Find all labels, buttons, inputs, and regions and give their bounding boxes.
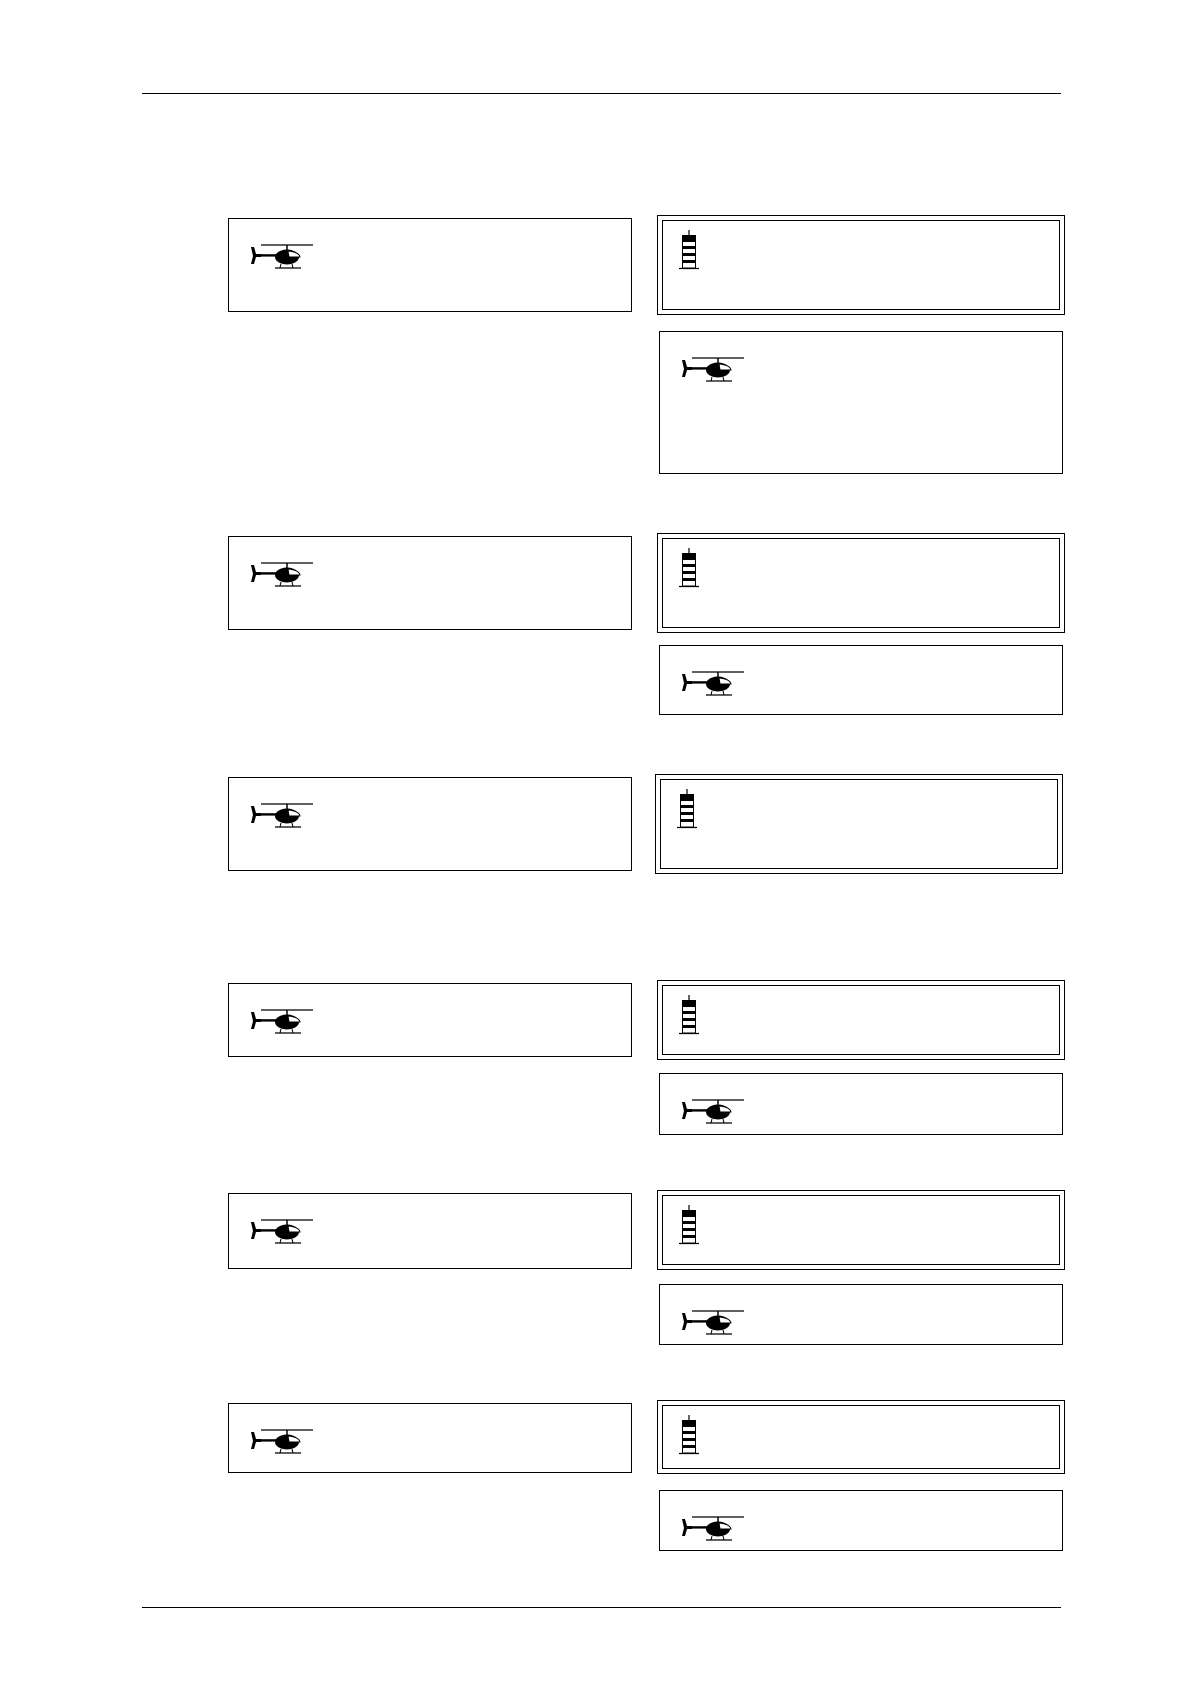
helicopter-icon (247, 241, 315, 271)
pilot-readback-box (659, 1284, 1063, 1345)
helicopter-icon (247, 559, 315, 589)
helicopter-icon (247, 1426, 315, 1456)
helicopter-icon (678, 668, 746, 698)
helicopter-icon (247, 800, 315, 830)
control-tower-icon (676, 789, 698, 829)
pilot-transmission-box (228, 218, 632, 312)
control-tower-icon (678, 995, 700, 1035)
helicopter-icon (247, 1006, 315, 1036)
control-tower-icon (678, 230, 700, 270)
atc-transmission-box (657, 215, 1065, 315)
helicopter-icon (678, 354, 746, 384)
pilot-readback-box (659, 331, 1063, 474)
footer-rule (142, 1607, 1061, 1608)
pilot-readback-box (659, 1073, 1063, 1135)
helicopter-icon (678, 1307, 746, 1337)
helicopter-icon (678, 1096, 746, 1126)
atc-transmission-box (655, 774, 1063, 874)
atc-transmission-box (657, 533, 1065, 633)
control-tower-icon (678, 1415, 700, 1455)
pilot-transmission-box (228, 536, 632, 630)
atc-transmission-box (657, 1190, 1065, 1270)
pilot-transmission-box (228, 777, 632, 871)
pilot-transmission-box (228, 1403, 632, 1473)
pilot-transmission-box (228, 983, 632, 1057)
atc-transmission-box (657, 980, 1065, 1060)
pilot-transmission-box (228, 1193, 632, 1269)
helicopter-icon (247, 1216, 315, 1246)
control-tower-icon (678, 548, 700, 588)
atc-transmission-box (657, 1400, 1065, 1474)
control-tower-icon (678, 1205, 700, 1245)
pilot-readback-box (659, 645, 1063, 715)
helicopter-icon (678, 1513, 746, 1543)
pilot-readback-box (659, 1490, 1063, 1551)
header-rule (142, 93, 1061, 94)
